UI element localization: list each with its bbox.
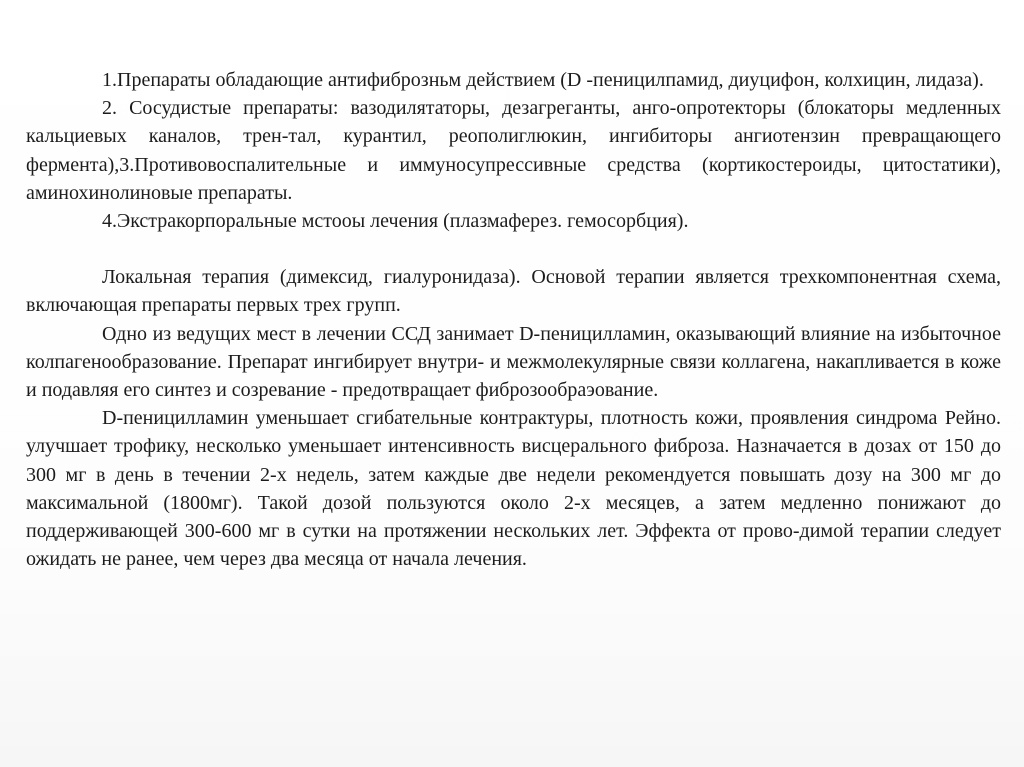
paragraph-spacer [26,235,1001,263]
paragraph-d-penicillamine-role: Одно из ведущих мест в лечении ССД занимает D-пеницилламин, оказывающий влияние на избыточное колпагенообразование. Препарат ингибирует внутри- и межмолекулярные связи коллагена, накапливается в коже и подавляя его синтез и созревание - предотвращает фиброзообраэование. [26,322,1001,402]
paragraph-vascular-drugs: 2. Сосудистые препараты: вазодилятаторы, дезагреганты, анго-опротекторы (блокаторы медленных кальциевых каналов, трен-тал, курантил, реополиглюкин, ингибиторы ангиотензин превращающего фермента),3.Противовоспалительные и иммуносупрессивные средства (кортикостероиды, цитостатики), аминохинолиновые препараты. [26,97,1001,204]
paragraph-d-penicillamine-dosing: D-пеницилламин уменьшает сгибательные контрактуры, плотность кожи, проявления синдрома Рейно. улучшает трофику, несколько уменьшает интенсивность висцерального фиброза. Назначается в дозах от 150 до 300 мг в день в течении 2-х недель, затем каждые две недели рекомендуется повышать дозу на 300 мг до максимальной (1800мг). Такой дозой пользуются около 2-х месяцев, а затем медленно понижают до поддерживающей 300-600 мг в сутки на протяжении нескольких лет. Эффекта от прово-димой терапии следует ожидать не ранее, чем через два месяца от начала лечения. [26,407,1001,571]
paragraph-local-therapy: Локальная терапия (димексид, гиалуронидаза). Основой терапии является трехкомпонентная схема, включающая препараты первых трех групп. [26,266,1001,317]
paragraph-antifibrotic-drugs: 1.Препараты обладающие антифиброзньм действием (D -пеницилпамид, диуцифон, колхицин, лидаза). [102,69,984,91]
document-text [26,66,1001,573]
paragraph-extracorporeal-methods: 4.Экстракорпоральные мстооы лечения (плазмаферез. гемосорбция). [102,210,689,233]
